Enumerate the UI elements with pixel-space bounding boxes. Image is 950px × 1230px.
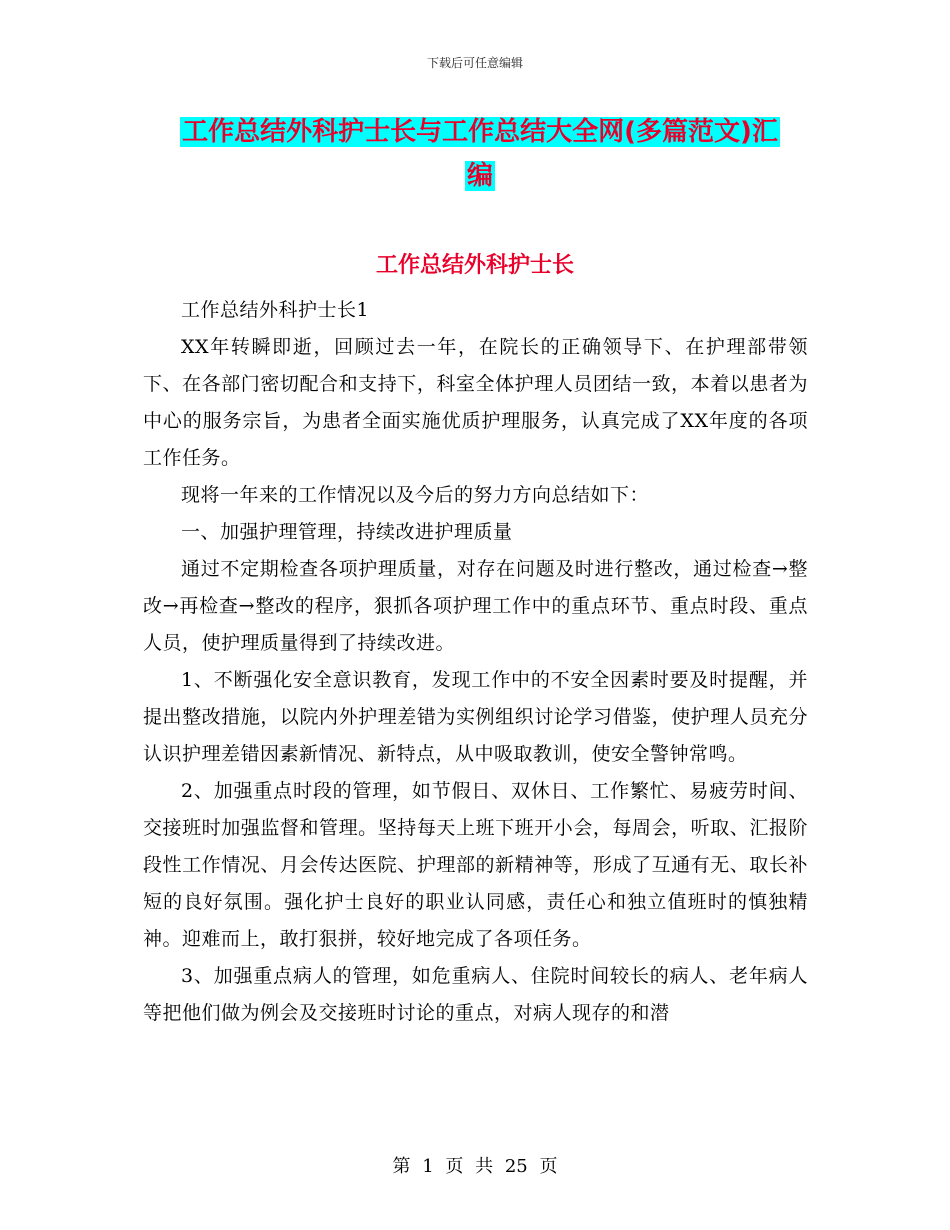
paragraph: 2、加强重点时段的管理，如节假日、双休日、工作繁忙、易疲劳时间、交接班时加强监督和管理。坚持每天上班下班开小会，每周会，听取、汇报阶段性工作情况、月会传达医院、护理部的新精神等，形成了互通有无、取长补短的良好氛围。强化护士良好的职业认同感，责任心和独立值班时的慎独精神。迎难而上，敢打狠拼，较好地完成了各项任务。 bbox=[143, 780, 808, 950]
paragraph: 现将一年来的工作情况以及今后的努力方向总结如下： bbox=[181, 484, 650, 506]
document-body bbox=[143, 292, 808, 1032]
paragraph: XX年转瞬即逝，回顾过去一年，在院长的正确领导下、在护理部带领下、在各部门密切配合和支持下，科室全体护理人员团结一致，本着以患者为中心的服务宗旨，为患者全面实施优质护理服务，认真完成了XX年度的各项工作任务。 bbox=[143, 336, 808, 469]
document-title bbox=[140, 110, 820, 198]
page-footer: 第 1 页 共 25 页 bbox=[392, 1156, 558, 1177]
paragraph: 3、加强重点病人的管理，如危重病人、住院时间较长的病人、老年病人等把他们做为例会及交接班时讨论的重点，对病人现存的和潜 bbox=[143, 965, 808, 1024]
paragraph: 1、不断强化安全意识教育，发现工作中的不安全因素时要及时提醒，并提出整改措施，以院内外护理差错为实例组织讨论学习借鉴，使护理人员充分认识护理差错因素新情况、新特点，从中吸取教训，使安全警钟常鸣。 bbox=[143, 669, 808, 765]
paragraph: 通过不定期检查各项护理质量，对存在问题及时进行整改，通过检查→整改→再检查→整改的程序，狠抓各项护理工作中的重点环节、重点时段、重点人员，使护理质量得到了持续改进。 bbox=[143, 558, 808, 654]
header-note: 下载后可任意编辑 bbox=[426, 56, 523, 70]
title-line-1: 工作总结外科护士长与工作总结大全网(多篇范文)汇 bbox=[182, 117, 778, 147]
paragraph: 工作总结外科护士长1 bbox=[181, 299, 370, 321]
paragraph: 一、加强护理管理，持续改进护理质量 bbox=[181, 521, 513, 543]
section-title: 工作总结外科护士长 bbox=[375, 253, 574, 278]
title-line-2: 编 bbox=[466, 161, 493, 191]
